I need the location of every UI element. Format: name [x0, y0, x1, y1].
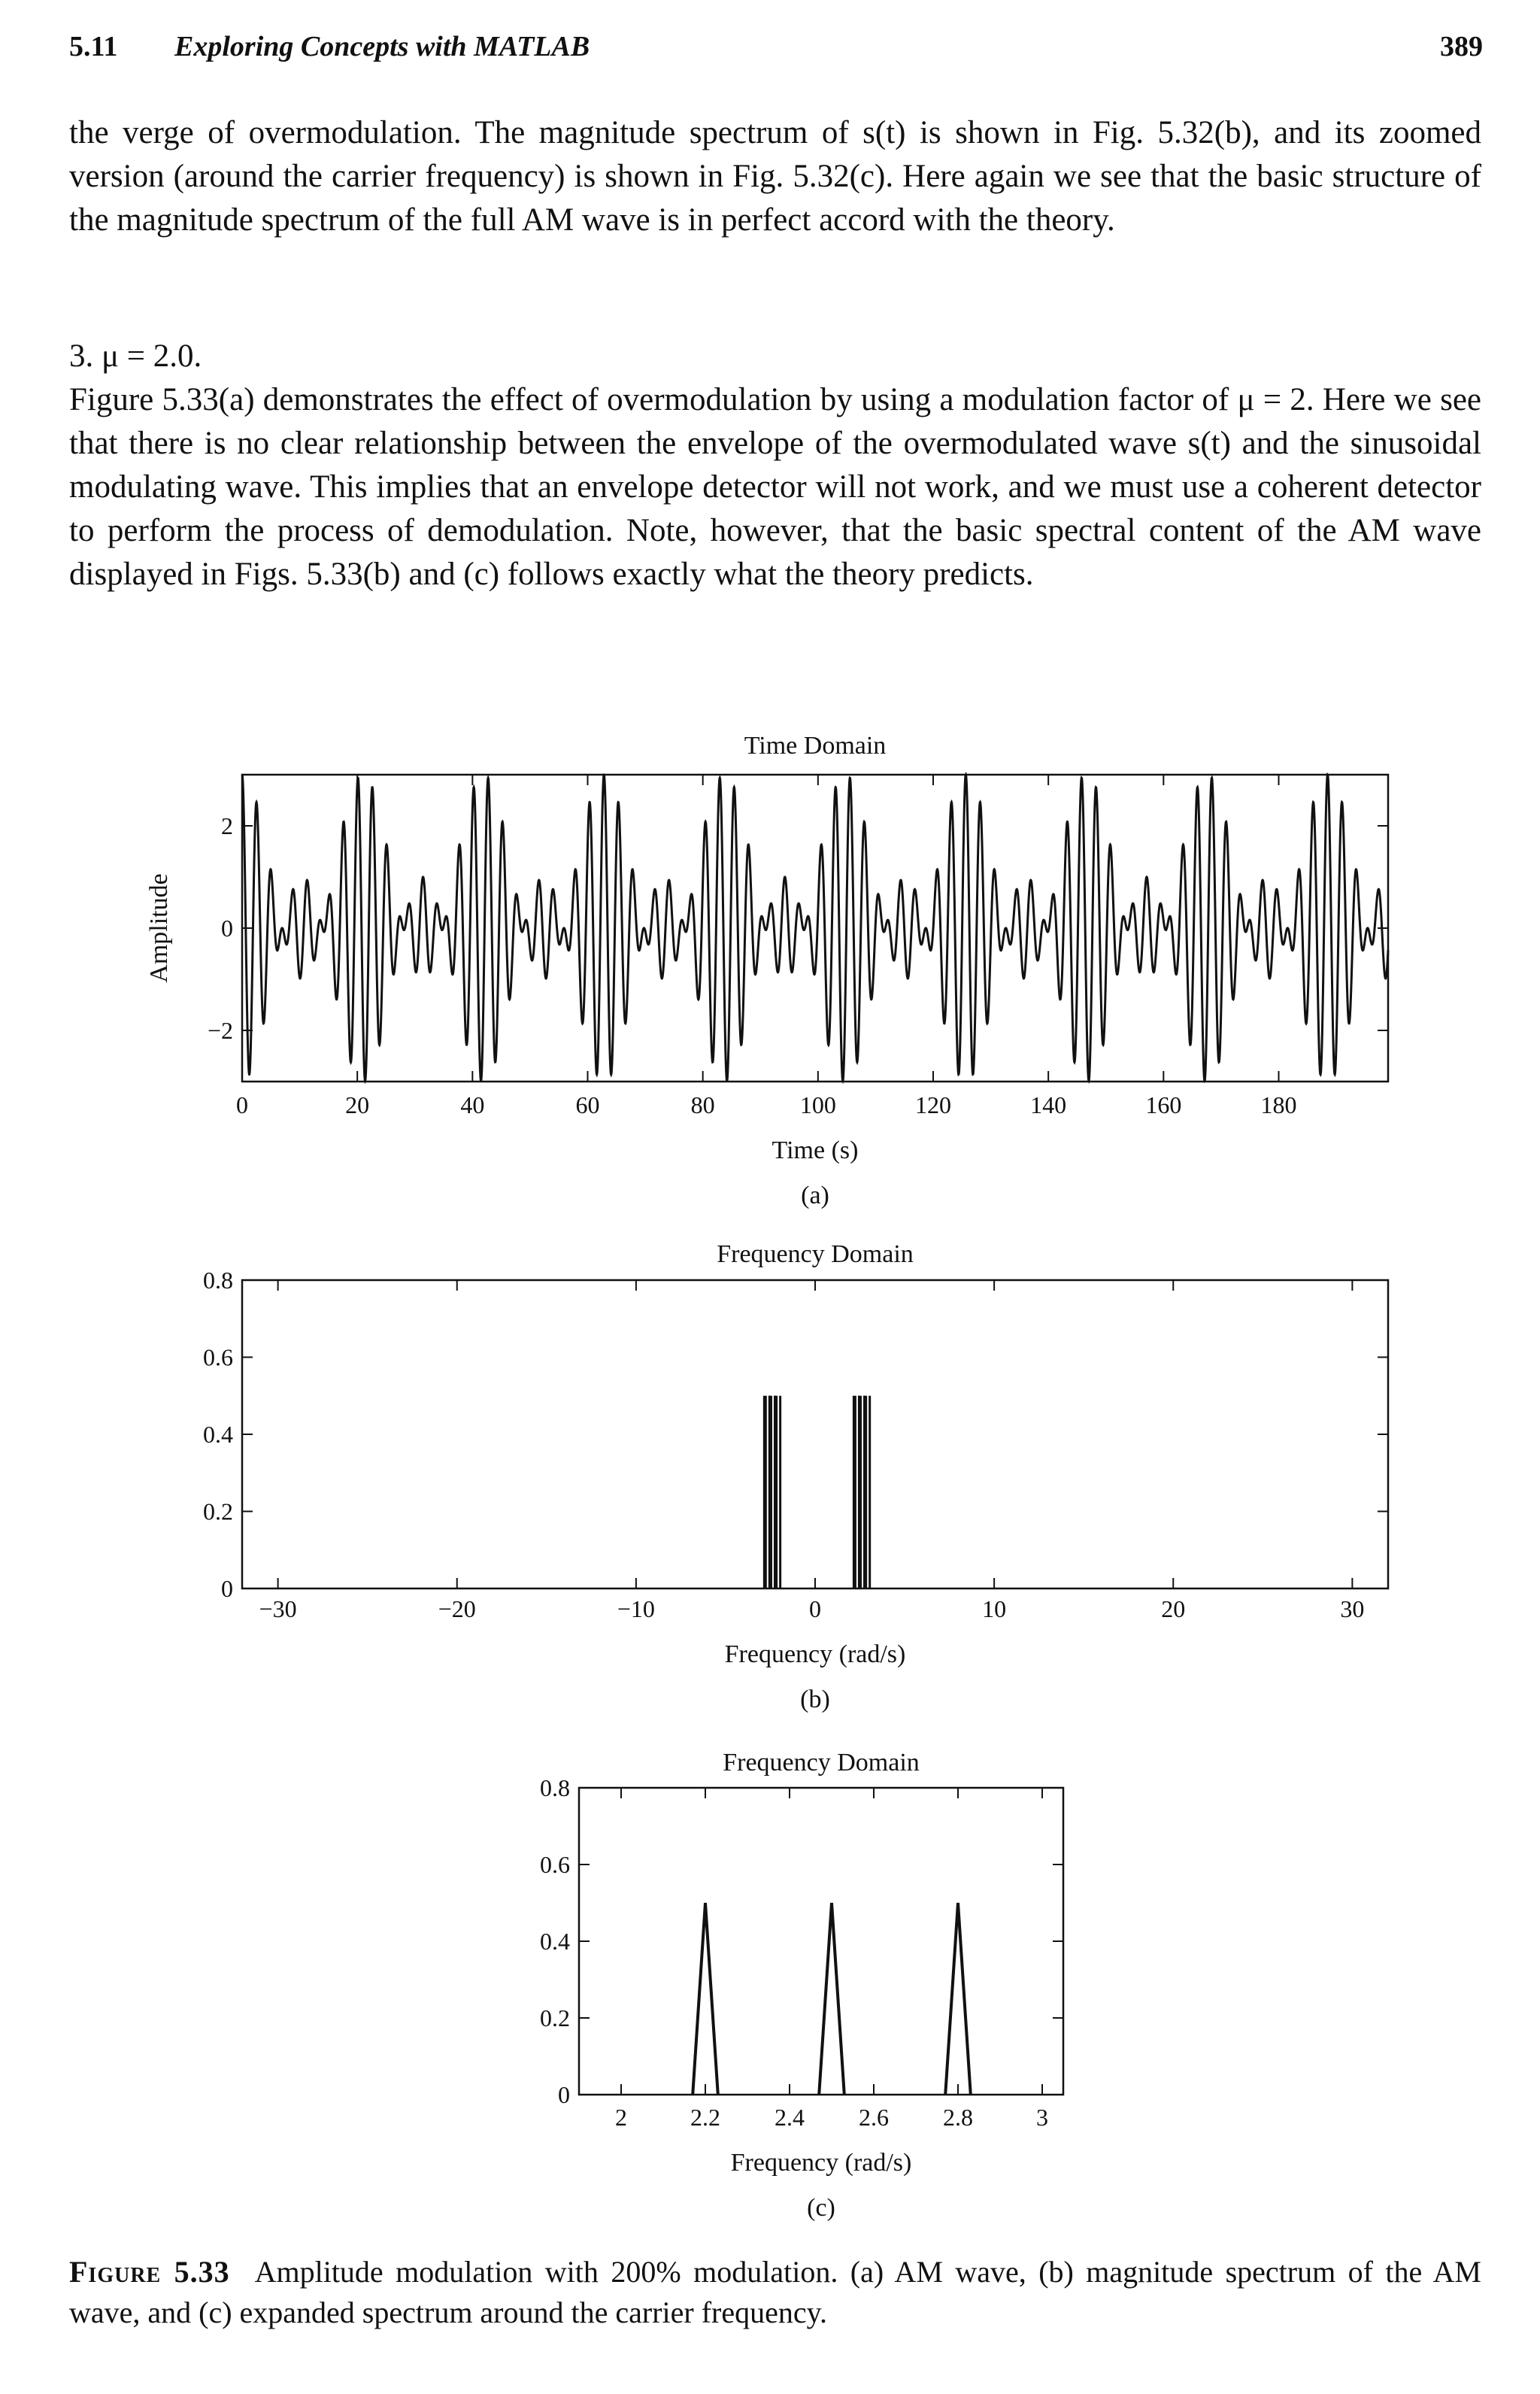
chart-b-xtick-label: −20	[438, 1595, 476, 1622]
chart-c-ytick-label: 0	[558, 2081, 570, 2108]
chart-a-xtick-label: 0	[236, 1091, 248, 1118]
chart-a-ylabel: Amplitude	[145, 873, 173, 983]
chart-b-xtick-label: 10	[982, 1595, 1007, 1622]
chart-c-xlabel: Frequency (rad/s)	[730, 2149, 912, 2177]
chart-a-ytick-label: 2	[221, 812, 233, 839]
chart-b-ytick-label: 0.2	[203, 1497, 233, 1525]
chart-b-title: Frequency Domain	[717, 1240, 914, 1268]
chart-c-ytick-label: 0.4	[540, 1928, 570, 1955]
chart-b-frame	[242, 1280, 1388, 1588]
chart-b-xtick-label: −10	[617, 1595, 655, 1622]
chart-b-ytick-label: 0.4	[203, 1421, 233, 1448]
chart-a-xtick-label: 120	[914, 1091, 951, 1118]
chart-b-xtick-label: 20	[1161, 1595, 1186, 1622]
chart-b-xtick-label: 30	[1340, 1595, 1365, 1622]
caption-label: Figure 5.33	[69, 2255, 230, 2289]
chart-a-xtick-label: 160	[1145, 1091, 1182, 1118]
chart-c-peak	[693, 1903, 718, 2095]
chart-a-xtick-label: 140	[1030, 1091, 1067, 1118]
caption-text: Amplitude modulation with 200% modulation. (a) AM wave, (b) magnitude spectrum of the AM wave, and (c) expanded spectrum around the carrier frequency.	[69, 2255, 1481, 2329]
chart-c-peak	[945, 1903, 971, 2095]
chart-a-xlabel: Time (s)	[772, 1136, 859, 1164]
chart-b-panel-label: (b)	[800, 1686, 830, 1713]
figure-caption	[69, 2252, 1481, 2333]
chart-c-ytick-label: 0.2	[540, 2004, 570, 2031]
chart-a-ytick-label: 0	[221, 915, 233, 942]
chart-a-title: Time Domain	[744, 732, 887, 760]
chart-b-ytick-label: 0	[221, 1575, 233, 1602]
chart-b-ytick-label: 0.6	[203, 1343, 233, 1371]
chart-a-xtick-label: 20	[345, 1091, 370, 1118]
chart-a-ytick-label: −2	[207, 1017, 233, 1044]
figure-canvas	[0, 707, 1540, 2226]
chart-a-series-am-wave	[242, 775, 1388, 1081]
chart-a-xtick-label: 60	[575, 1091, 600, 1118]
chart-a-xtick-label: 100	[799, 1091, 836, 1118]
figure-5-33	[0, 707, 1540, 2226]
chart-c-ytick-label: 0.8	[540, 1774, 570, 1801]
chart-b-xlabel: Frequency (rad/s)	[724, 1640, 906, 1668]
chart-c-peak	[819, 1903, 844, 2095]
chart-c-title: Frequency Domain	[723, 1749, 920, 1777]
paragraph-item-3: Figure 5.33(a) demonstrates the effect of overmodulation by using a modulation factor of μ = 2. Here we see that there is no clear relationship between the envelope of the overmodulated wave s(t) and the sinusoidal modulating wave. This implies that an envelope detector will not work, and we must use a coherent detector to perform the process of demodulation. Note, however, that the basic spectral content of the AM wave displayed in Figs. 5.33(b) and (c) follows exactly what the theory predicts.	[69, 382, 1481, 592]
chart-a-panel-label: (a)	[801, 1182, 829, 1209]
chart-c-panel-label: (c)	[807, 2194, 835, 2222]
chart-c-xtick-label: 2.6	[859, 2104, 889, 2131]
chart-b-xtick-label: −30	[259, 1595, 297, 1622]
section-number: 5.11	[69, 31, 118, 62]
chart-c-xtick-label: 2.8	[943, 2104, 973, 2131]
page-number: 389	[1440, 31, 1483, 62]
paragraph-1: the verge of overmodulation. The magnitude spectrum of s(t) is shown in Fig. 5.32(b), and its zoomed version (around the carrier frequency) is shown in Fig. 5.32(c). Here again we see that the basic structure of the magnitude spectrum of the full AM wave is in perfect accord with the theory.	[69, 115, 1481, 238]
section-title: Exploring Concepts with MATLAB	[174, 31, 590, 62]
chart-c-xtick-label: 2.4	[775, 2104, 805, 2131]
running-head	[69, 30, 1483, 75]
chart-b-xtick-label: 0	[809, 1595, 821, 1622]
chart-c-ytick-label: 0.6	[540, 1851, 570, 1878]
chart-a-xtick-label: 80	[690, 1091, 715, 1118]
chart-c-xtick-label: 3	[1036, 2104, 1048, 2131]
chart-c-xtick-label: 2.2	[690, 2104, 720, 2131]
chart-a-xtick-label: 40	[460, 1091, 485, 1118]
item-3-label: 3. μ = 2.0.	[69, 338, 202, 374]
chart-a-xtick-label: 180	[1260, 1091, 1297, 1118]
chart-b-ytick-label: 0.8	[203, 1267, 233, 1294]
chart-c-xtick-label: 2	[615, 2104, 627, 2131]
